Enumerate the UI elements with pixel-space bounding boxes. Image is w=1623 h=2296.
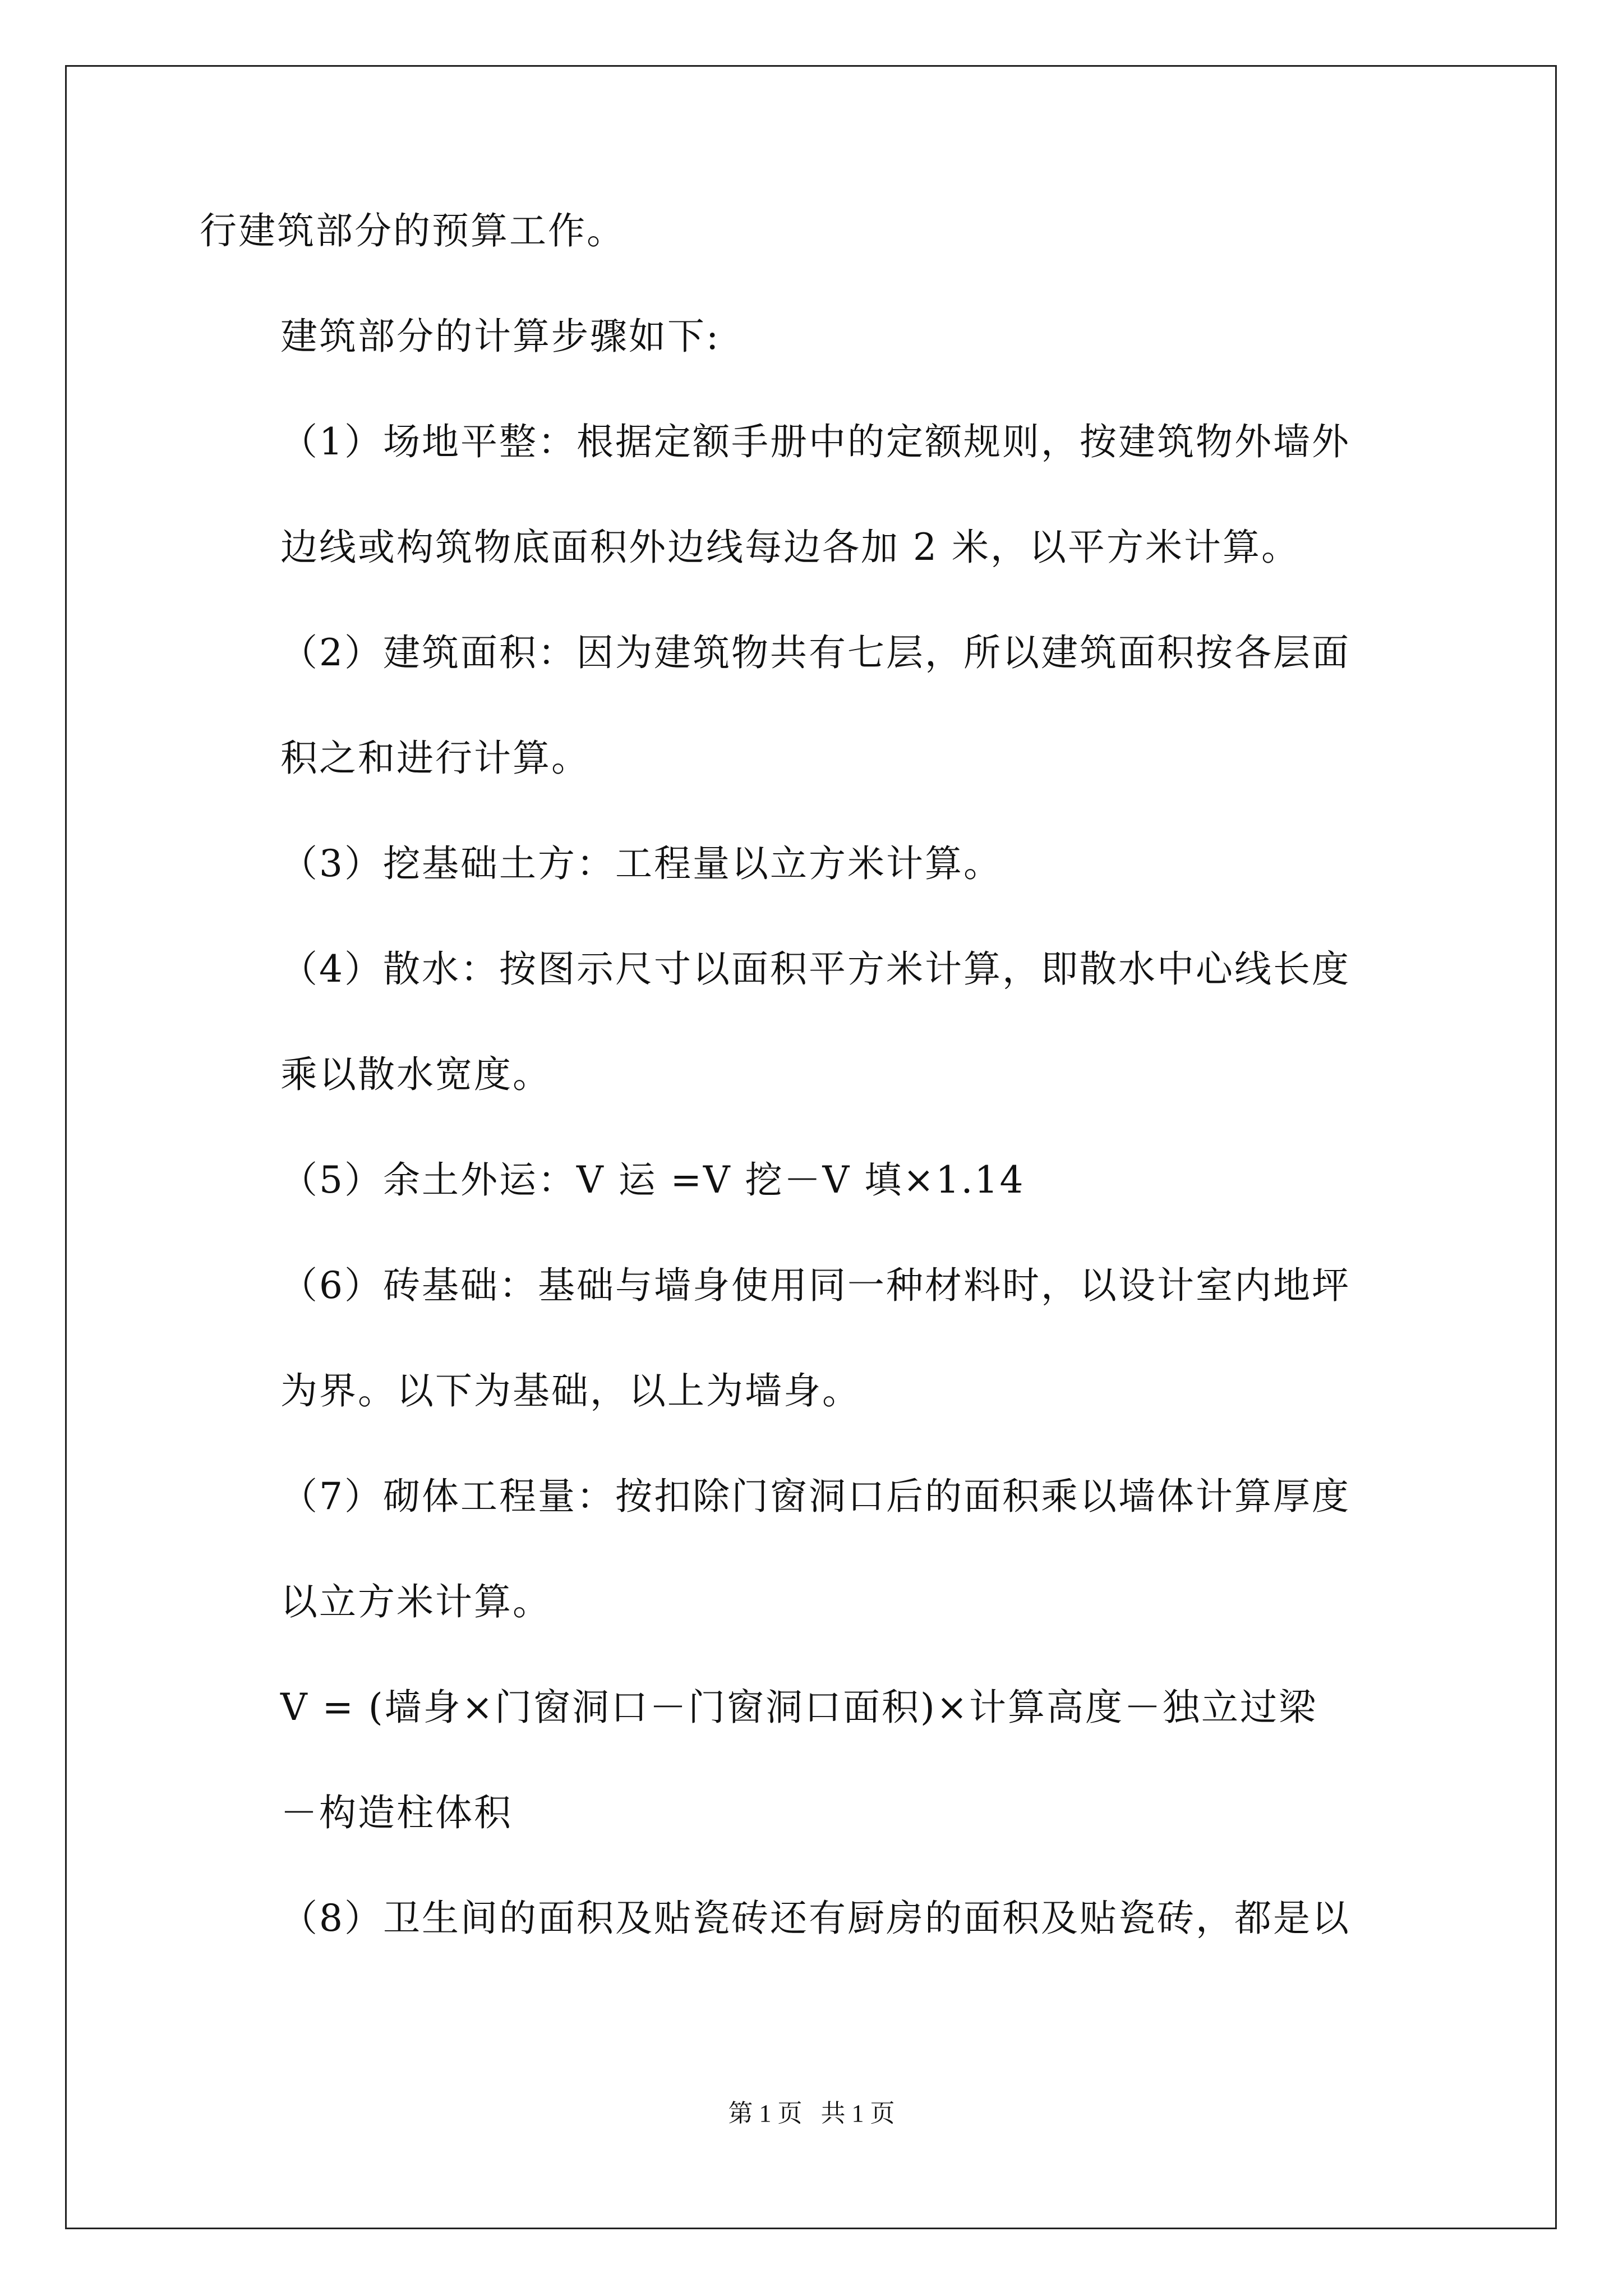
text-line-2: 建筑部分的计算步骤如下:	[280, 315, 721, 358]
text-line-17: （8）卫生间的面积及贴瓷砖还有厨房的面积及贴瓷砖，都是以	[280, 1897, 1350, 1940]
text-line-7: （3）挖基础土方：工程量以立方米计算。	[280, 842, 1002, 885]
text-line-8: （4）散水：按图示尺寸以面积平方米计算，即散水中心线长度	[280, 947, 1350, 991]
text-line-10: （5）余土外运：V 运 =V 挖－V 填×1.14	[280, 1158, 1025, 1202]
text-line-3: （1）场地平整：根据定额手册中的定额规则，按建筑物外墙外	[280, 420, 1350, 463]
text-line-11: （6）砖基础：基础与墙身使用同一种材料时，以设计室内地坪	[280, 1264, 1350, 1307]
text-line-13: （7）砌体工程量：按扣除门窗洞口后的面积乘以墙体计算厚度	[280, 1475, 1350, 1518]
text-line-14: 以立方米计算。	[280, 1580, 551, 1623]
text-line-15: V = (墙身×门窗洞口－门窗洞口面积)×计算高度－独立过梁	[280, 1686, 1318, 1729]
text-line-4: 边线或构筑物底面积外边线每边各加 2 米，以平方米计算。	[280, 526, 1300, 569]
text-line-5: （2）建筑面积：因为建筑物共有七层，所以建筑面积按各层面	[280, 631, 1350, 674]
text-line-6: 积之和进行计算。	[280, 737, 590, 780]
text-line-16: －构造柱体积	[280, 1791, 513, 1834]
page-number-footer: 第 1 页 共 1 页	[728, 2100, 895, 2127]
text-line-1: 行建筑部分的预算工作。	[200, 209, 625, 252]
text-line-12: 为界。以下为基础，以上为墙身。	[280, 1369, 861, 1412]
text-line-9: 乘以散水宽度。	[280, 1053, 551, 1096]
